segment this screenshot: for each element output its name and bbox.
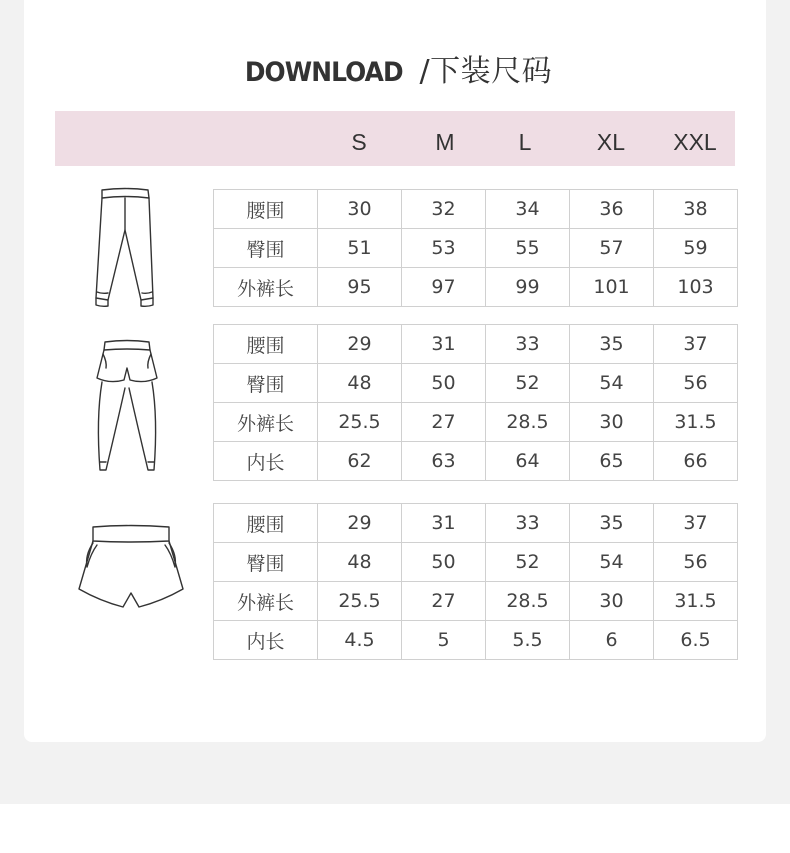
table-row: [214, 543, 738, 582]
row-label: 外裤长: [214, 403, 318, 442]
size-label-l: L: [518, 129, 532, 155]
table-cell: 35: [570, 325, 654, 364]
table-cell: 34: [486, 190, 570, 229]
table-cell: 31.5: [654, 403, 738, 442]
shorts-with-tights-icon: [92, 338, 162, 474]
table-cell: 5: [402, 621, 486, 660]
table-cell: 37: [654, 504, 738, 543]
table-row: [214, 504, 738, 543]
table-row: [214, 582, 738, 621]
table-cell: 51: [318, 229, 402, 268]
row-label: 腰围: [214, 504, 318, 543]
table-cell: 97: [402, 268, 486, 307]
row-label: 腰围: [214, 190, 318, 229]
table-row: [214, 325, 738, 364]
table-cell: 54: [570, 364, 654, 403]
table-row: [214, 403, 738, 442]
table-cell: 27: [402, 582, 486, 621]
shorts-icon: [75, 523, 187, 611]
row-label: 臀围: [214, 543, 318, 582]
table-cell: 64: [486, 442, 570, 481]
table-cell: 36: [570, 190, 654, 229]
row-label: 外裤长: [214, 268, 318, 307]
table-cell: 52: [486, 364, 570, 403]
table-cell: 25.5: [318, 403, 402, 442]
table-cell: 37: [654, 325, 738, 364]
row-label: 臀围: [214, 364, 318, 403]
title-separator: /: [409, 54, 431, 89]
table-cell: 101: [570, 268, 654, 307]
table-cell: 28.5: [486, 403, 570, 442]
table-row: [214, 364, 738, 403]
table-cell: 62: [318, 442, 402, 481]
size-header-band: [55, 111, 735, 166]
table-cell: 38: [654, 190, 738, 229]
table-cell: 56: [654, 543, 738, 582]
row-label: 腰围: [214, 325, 318, 364]
row-label: 内长: [214, 442, 318, 481]
table-cell: 6: [570, 621, 654, 660]
table-cell: 56: [654, 364, 738, 403]
row-label: 臀围: [214, 229, 318, 268]
table-cell: 95: [318, 268, 402, 307]
table-row: [214, 442, 738, 481]
table-cell: 65: [570, 442, 654, 481]
table-cell: 27: [402, 403, 486, 442]
table-cell: 103: [654, 268, 738, 307]
size-label-xl: XL: [596, 129, 626, 155]
table-cell: 99: [486, 268, 570, 307]
table-cell: 35: [570, 504, 654, 543]
table-row: [214, 621, 738, 660]
title-chinese: 下装尺码: [430, 54, 553, 89]
size-table-shorts: [213, 503, 738, 660]
table-cell: 31.5: [654, 582, 738, 621]
table-cell: 52: [486, 543, 570, 582]
table-cell: 30: [570, 582, 654, 621]
table-cell: 28.5: [486, 582, 570, 621]
size-label-s: S: [351, 129, 367, 155]
table-cell: 30: [318, 190, 402, 229]
table-row: [214, 268, 738, 307]
table-cell: 4.5: [318, 621, 402, 660]
table-cell: 30: [570, 403, 654, 442]
size-label-xxl: XXL: [673, 129, 717, 155]
table-row: [214, 229, 738, 268]
table-cell: 54: [570, 543, 654, 582]
table-cell: 33: [486, 504, 570, 543]
title-english: DOWNLOAD: [244, 57, 403, 88]
table-cell: 59: [654, 229, 738, 268]
table-cell: 5.5: [486, 621, 570, 660]
table-cell: 48: [318, 543, 402, 582]
table-cell: 50: [402, 543, 486, 582]
table-row: [214, 190, 738, 229]
table-cell: 29: [318, 504, 402, 543]
table-cell: 33: [486, 325, 570, 364]
page-title: [0, 46, 790, 90]
table-cell: 25.5: [318, 582, 402, 621]
table-cell: 6.5: [654, 621, 738, 660]
table-cell: 31: [402, 504, 486, 543]
size-table-long-pants: [213, 189, 738, 307]
table-cell: 31: [402, 325, 486, 364]
table-cell: 53: [402, 229, 486, 268]
table-cell: 48: [318, 364, 402, 403]
size-label-m: M: [435, 129, 455, 155]
size-table-shorts-with-tights: [213, 324, 738, 481]
table-cell: 32: [402, 190, 486, 229]
table-cell: 55: [486, 229, 570, 268]
table-cell: 66: [654, 442, 738, 481]
long-pants-icon: [88, 186, 163, 312]
table-cell: 57: [570, 229, 654, 268]
table-cell: 29: [318, 325, 402, 364]
table-cell: 50: [402, 364, 486, 403]
row-label: 内长: [214, 621, 318, 660]
row-label: 外裤长: [214, 582, 318, 621]
table-cell: 63: [402, 442, 486, 481]
